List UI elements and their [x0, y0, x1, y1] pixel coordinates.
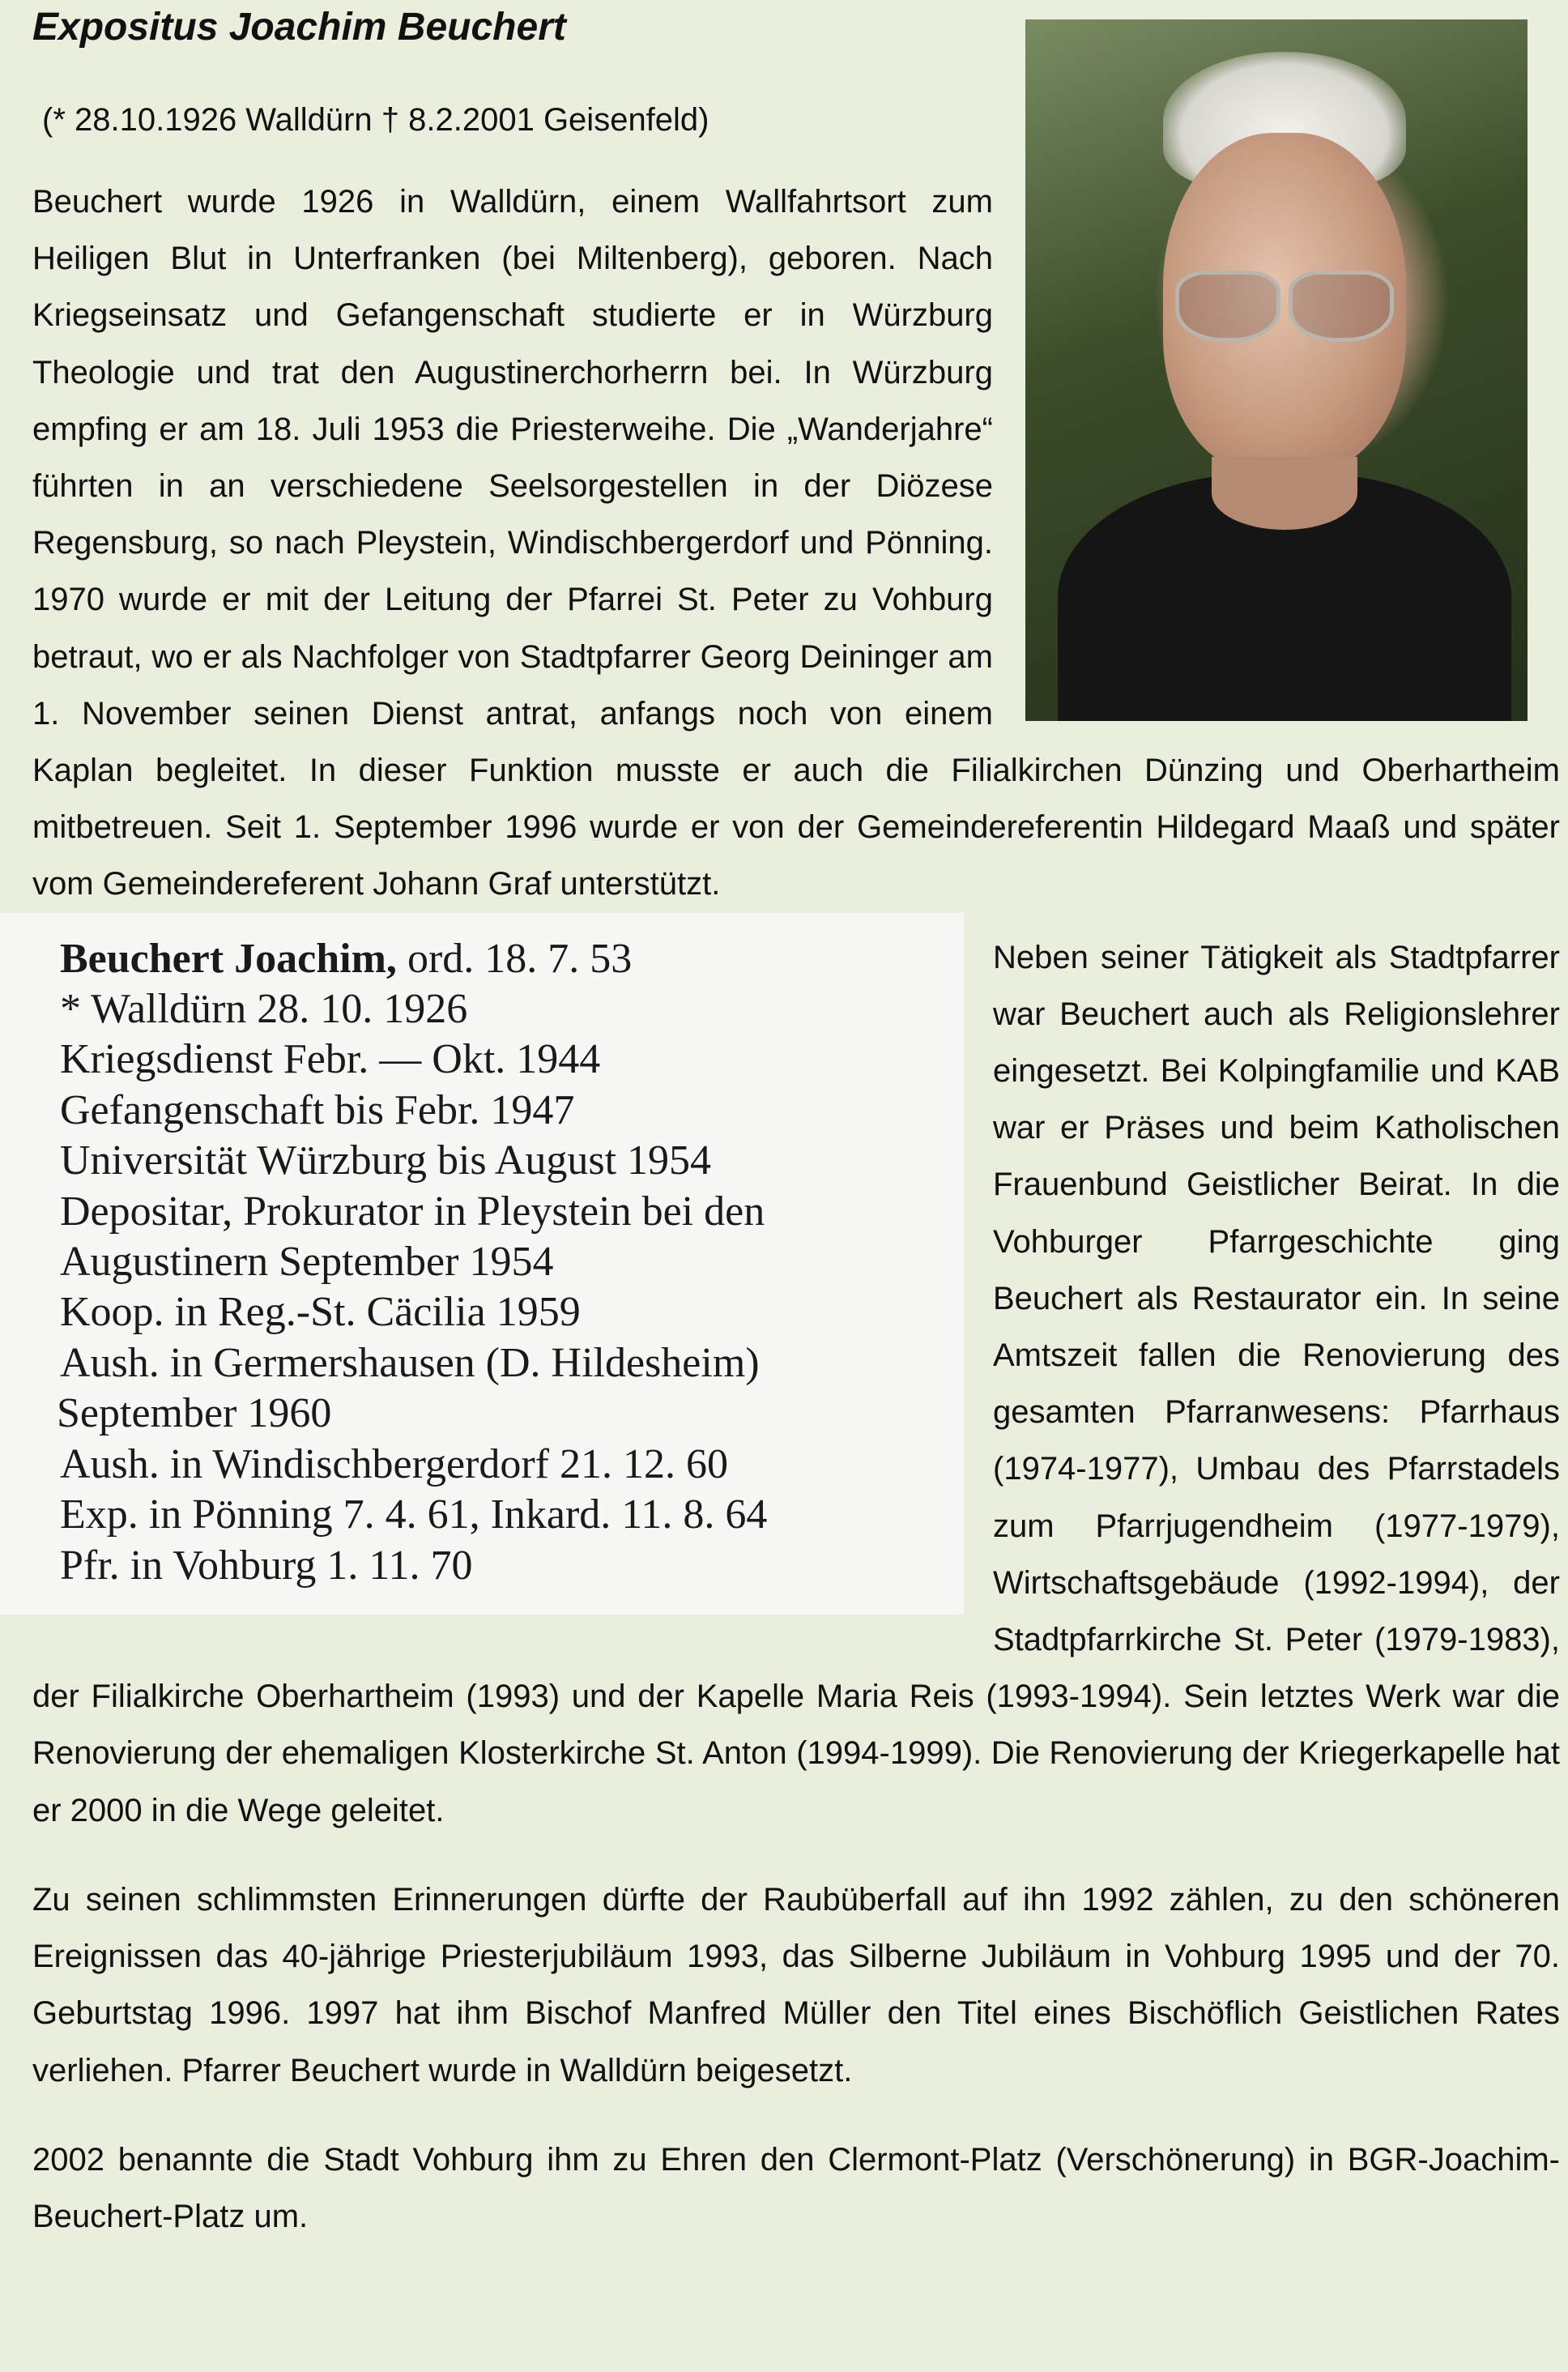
portrait-collar [1212, 457, 1357, 530]
record-line: September 1960 [57, 1390, 332, 1437]
paragraph-memories: Zu seinen schlimmsten Erinnerungen dürfte der Raubüberfall auf ihn 1992 zählen, zu den schöneren Ereignissen das 40-jährige Priesterjubiläum 1993, das Silberne Jubiläum in Vohburg 1995 und der 70. Geburtstag 1996. 1997 hat ihm Bischof Manfred Müller den Titel eines Bischöflich Geistlichen Rates verliehen. Pfarrer Beuchert wurde in Walldürn beigesetzt. [32, 1881, 1560, 2088]
article-title: Expositus Joachim Beuchert [32, 6, 566, 49]
record-line: Universität Würzburg bis August 1954 [60, 1137, 712, 1184]
record-line: Aush. in Windischbergerdorf 21. 12. 60 [60, 1440, 728, 1487]
record-line: Augustinern September 1954 [60, 1239, 554, 1286]
record-name: Beuchert Joachim, [60, 935, 397, 982]
paragraph-restoration: Neben seiner Tätigkeit als Stadtpfarrer war Beuchert auch als Religionslehrer eingesetzt. Bei Kolpingfamilie und KAB war er Präses und beim Katholischen Frauenbund Geistlicher Beirat. In die Vohburger Pfarrgeschichte ging Beuchert als Restaurator ein. In seine Amtszeit fallen die Renovierung des gesamten Pfarranwesens: Pfarrhaus (1974-1977), Umbau des Pfarrstadels zum Pfarrjugendheim (1977-1979), Wirtschaftsgebäude (1992-1994), der Stadtpfarrkirche St. Peter (1979-1983), der Filialkirche Oberhartheim (1993) und der Kapelle Maria Reis (1993-1994). Sein letztes Werk war die Renovierung der ehemaligen Klosterkirche St. Anton (1994-1999). Die Renovierung der Kriegerkapelle hat er 2000 in die Wege geleitet. [32, 939, 1560, 1828]
record-line: Pfr. in Vohburg 1. 11. 70 [60, 1542, 473, 1589]
record-line: Aush. in Germershausen (D. Hildesheim) [60, 1339, 760, 1386]
paragraph-square-naming: 2002 benannte die Stadt Vohburg ihm zu Ehren den Clermont-Platz (Verschönerung) in BGR-Joachim-Beuchert-Platz um. [32, 2141, 1560, 2234]
record-line: * Walldürn 28. 10. 1926 [60, 986, 468, 1033]
clergy-record-scan [0, 913, 964, 1615]
portrait-glasses-left [1175, 271, 1280, 342]
record-line: Koop. in Reg.-St. Cäcilia 1959 [60, 1289, 581, 1336]
record-line: Kriegsdienst Febr. — Okt. 1944 [60, 1036, 601, 1083]
portrait-glasses-right [1289, 271, 1394, 342]
record-line [60, 934, 948, 984]
paragraph-biography: Beuchert wurde 1926 in Walldürn, einem Wallfahrtsort zum Heiligen Blut in Unterfranken (bei Miltenberg), geboren. Nach Kriegseinsatz und Gefangenschaft studierte er in Würzburg Theologie und trat den Augustinerchorherrn bei. In Würzburg empfing er am 18. Juli 1953 die Priesterweihe. Die „Wanderjahre“ führten in an verschiedene Seelsorgestellen in der Diözese Regensburg, so nach Pleystein, Windischbergerdorf und Pönning. 1970 wurde er mit der Leitung der Pfarrei St. Peter zu Vohburg betraut, wo er als Nachfolger von Stadtpfarrer Georg Deininger am 1. November seinen Dienst antrat, anfangs noch von einem Kaplan begleitet. In dieser Funktion musste er auch die Filialkirchen Dünzing und Oberhartheim mitbetreuen. Seit 1. September 1996 wurde er von der Gemeindereferentin Hildegard Maaß und später vom Gemeindereferent Johann Graf unterstützt. [32, 184, 1560, 902]
record-line: Exp. in Pönning 7. 4. 61, Inkard. 11. 8. 64 [60, 1491, 768, 1538]
record-line: Depositar, Prokurator in Pleystein bei den [60, 1188, 765, 1235]
record-ordination: ord. 18. 7. 53 [396, 935, 633, 982]
record-line: Gefangenschaft bis Febr. 1947 [60, 1086, 575, 1133]
life-dates: (* 28.10.1926 Walldürn † 8.2.2001 Geisenfeld) [42, 102, 709, 138]
portrait-photo [1025, 19, 1528, 721]
